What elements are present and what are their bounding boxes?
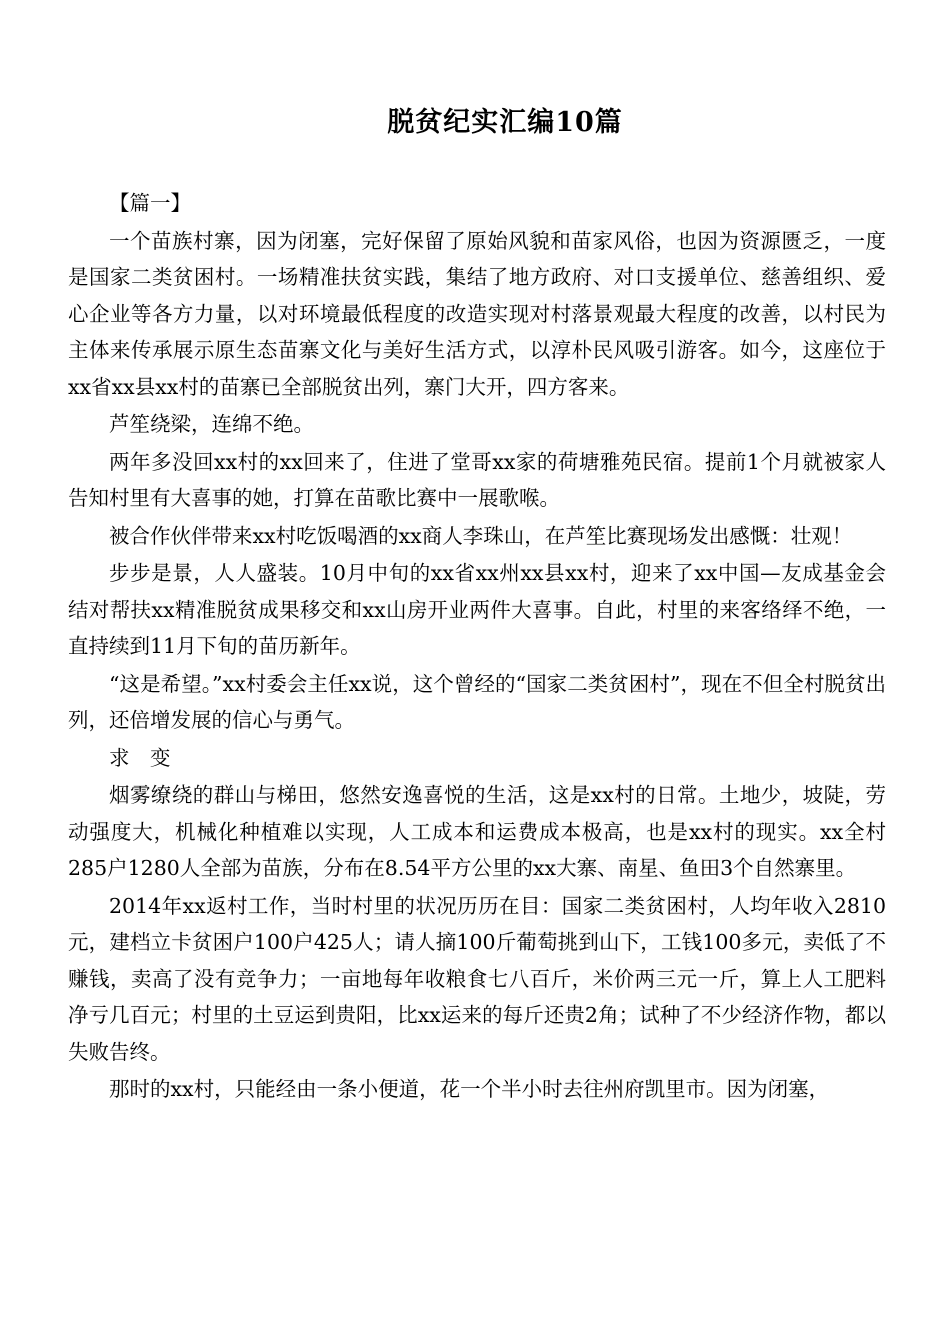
paragraph: 一个苗族村寨，因为闭塞，完好保留了原始风貌和苗家风俗，也因为资源匮乏，一度是国家二类贫困村。一场精准扶贫实践，集结了地方政府、对口支援单位、慈善组织、爱心企业等各方力量，以对环境最低程度的改造实现对村落景观最大程度的改善，以村民为主体来传承展示原生态苗寨文化与美好生活方式，以淳朴民风吸引游客。如今，这座位于xx省xx县xx村的苗寨已全部脱贫出列，寨门大开，四方客来。 — [68, 228, 886, 399]
paragraph: 2014年xx返村工作，当时村里的状况历历在目：国家二类贫困村，人均年收入2810元，建档立卡贫困户100户425人；请人摘100斤葡萄挑到山下，工钱100多元，卖低了不赚钱，卖高了没有竞争力；一亩地每年收粮食七八百斤，米价两三元一斤，算上人工肥料净亏几百元；村里的土豆运到贵阳，比xx运来的每斤还贵2角；试种了不少经济作物，都以失败告终。 — [68, 893, 886, 1064]
paragraph: 两年多没回xx村的xx回来了，住进了堂哥xx家的荷塘雅苑民宿。提前1个月就被家人告知村里有大喜事的她，打算在苗歌比赛中一展歌喉。 — [68, 449, 886, 510]
document-body — [68, 185, 886, 1108]
paragraph: 步步是景，人人盛装。10月中旬的xx省xx州xx县xx村，迎来了xx中国—友成基金会结对帮扶xx精准脱贫成果移交和xx山房开业两件大喜事。自此，村里的来客络绎不绝，一直持续到11月下旬的苗历新年。 — [68, 561, 886, 658]
sub-heading: 求 变 — [109, 745, 171, 770]
paragraph: 芦笙绕梁，连绵不绝。 — [109, 412, 314, 436]
paragraph: “这是希望。”xx村委会主任xx说，这个曾经的“国家二类贫困村”，现在不但全村脱贫出列，还倍增发展的信心与勇气。 — [68, 671, 886, 732]
section-label: 【篇一】 — [109, 191, 191, 215]
paragraph: 被合作伙伴带来xx村吃饭喝酒的xx商人李珠山，在芦笙比赛现场发出感慨：壮观！ — [109, 523, 853, 548]
paragraph: 烟雾缭绕的群山与梯田，悠然安逸喜悦的生活，这是xx村的日常。土地少，坡陡，劳动强度大，机械化种植难以实现，人工成本和运费成本极高，也是xx村的现实。xx全村285户1280人全部为苗族，分布在8.54平方公里的xx大寨、南星、鱼田3个自然寨里。 — [68, 783, 886, 880]
document-title: 脱贫纪实汇编10篇 — [387, 107, 623, 138]
paragraph: 那时的xx村，只能经由一条小便道，花一个半小时去往州府凯里市。因为闭塞， — [109, 1077, 830, 1101]
